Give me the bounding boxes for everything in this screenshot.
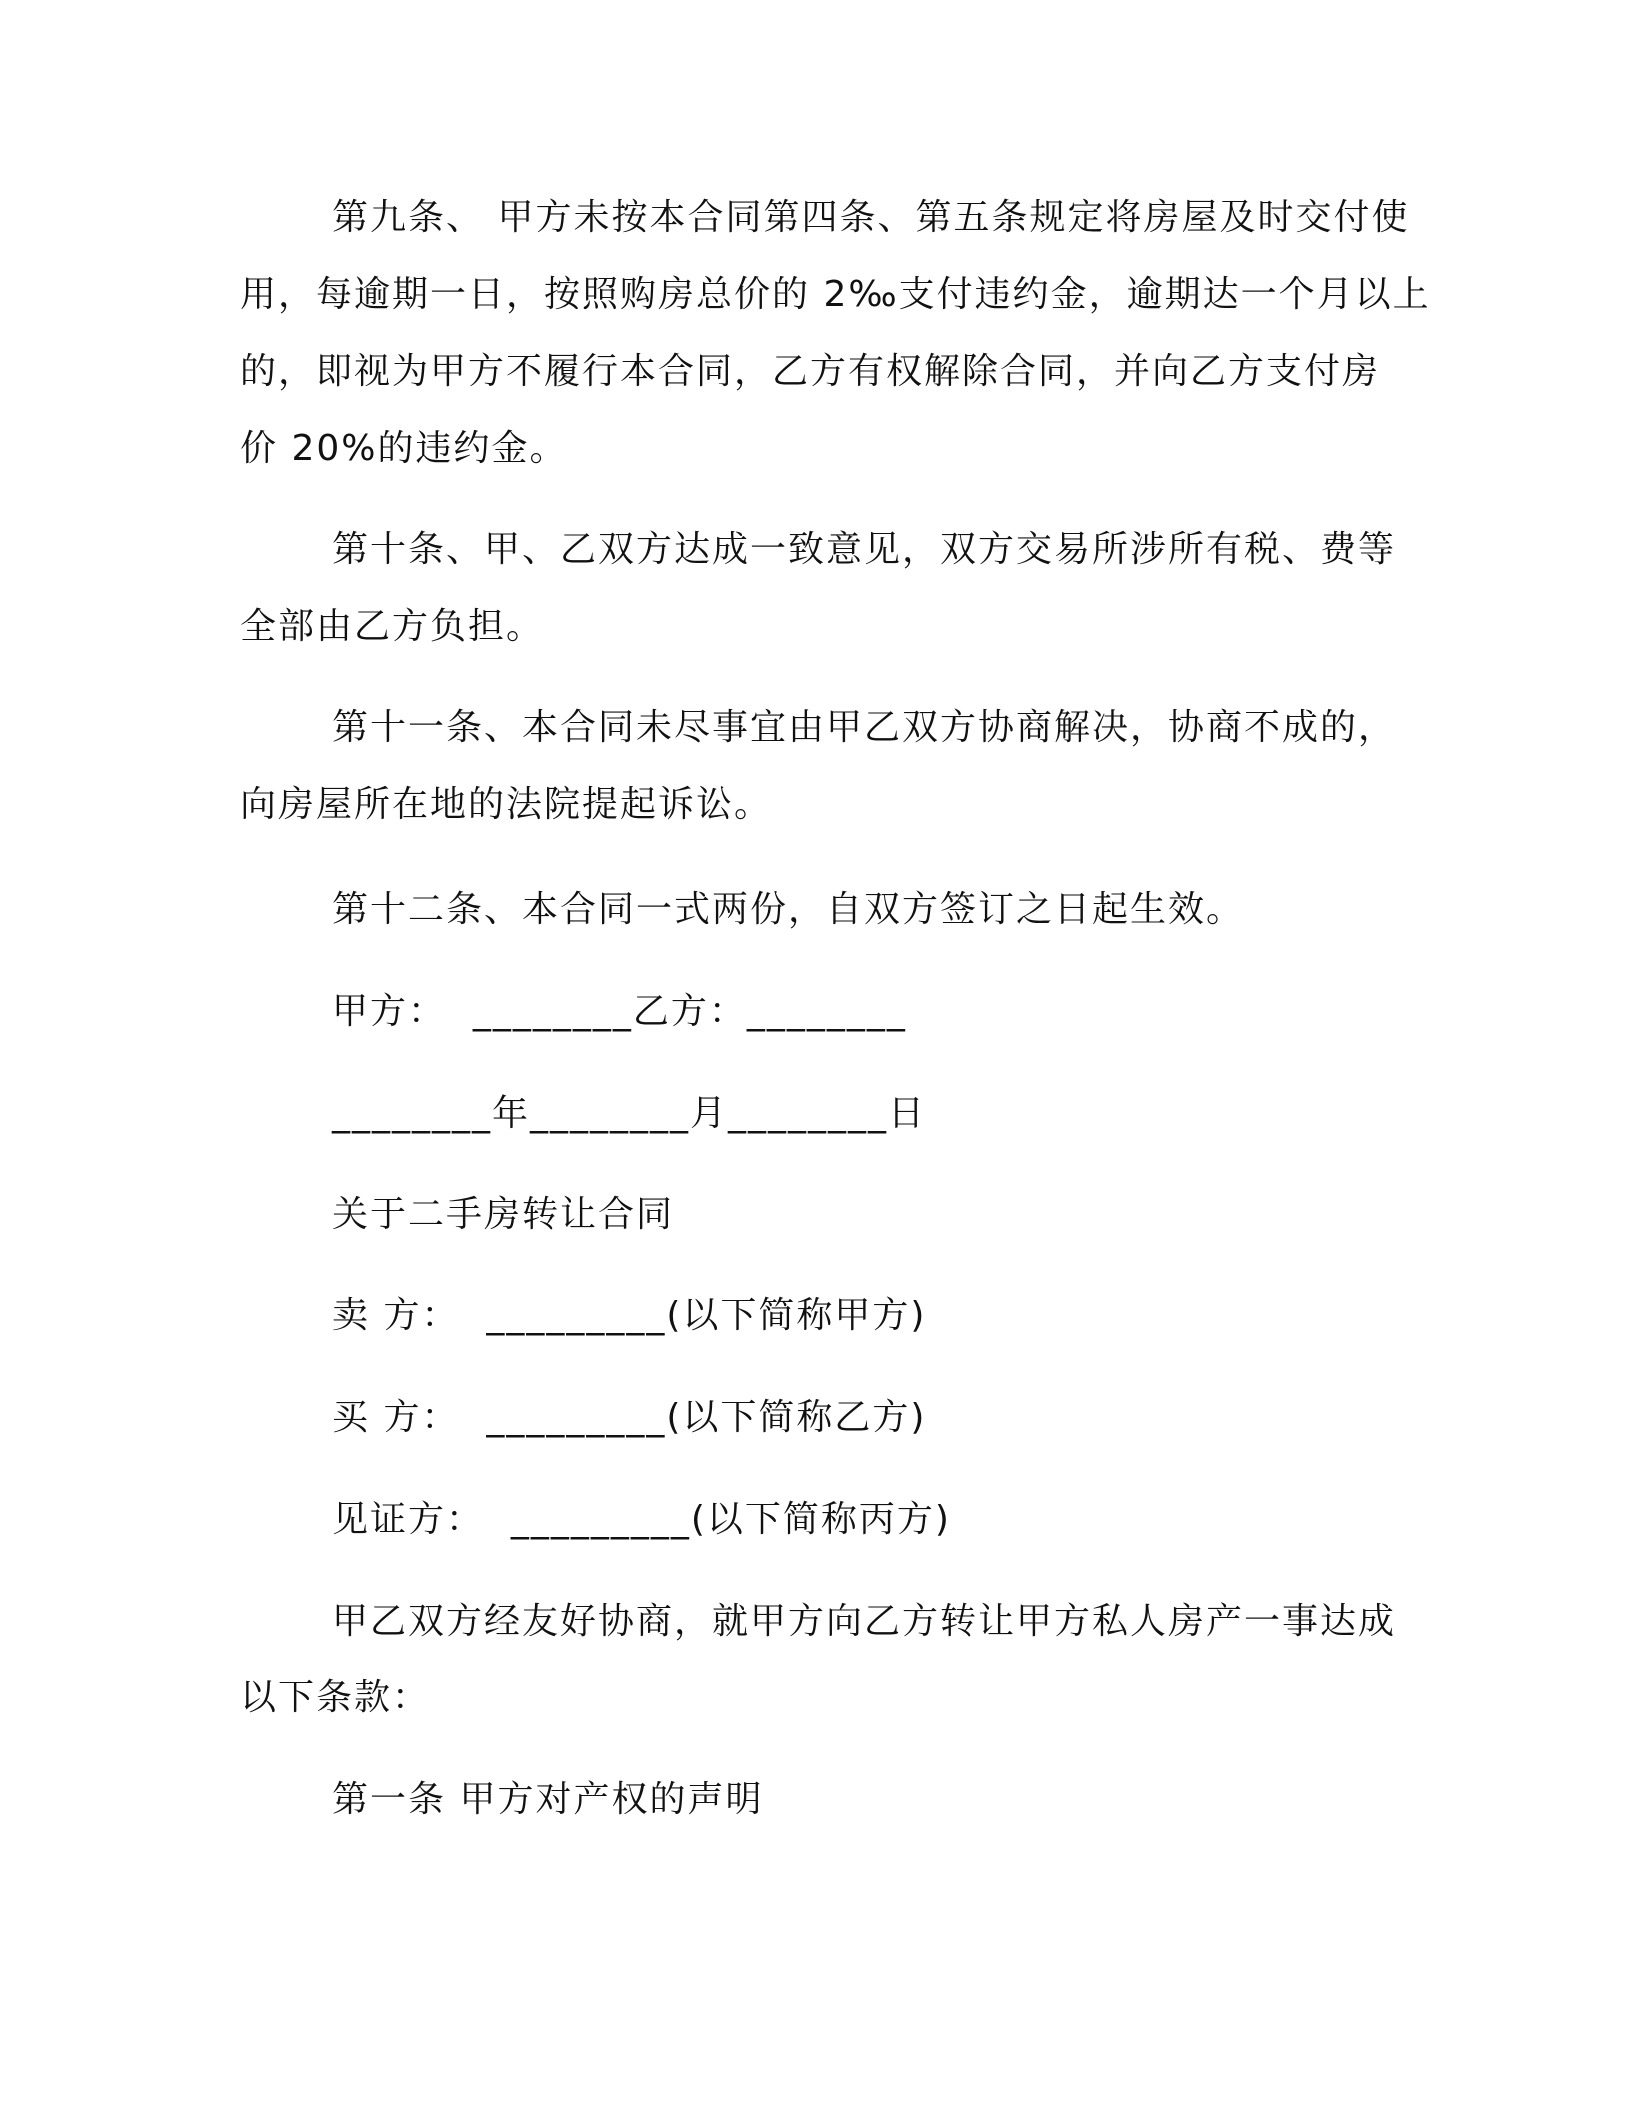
article-9-line-1: 第九条、 甲方未按本合同第四条、第五条规定将房屋及时交付使 xyxy=(332,197,1410,238)
seller-line: 卖 方： _________(以下简称甲方) xyxy=(332,1295,927,1336)
article-1-heading: 第一条 甲方对产权的声明 xyxy=(332,1779,764,1820)
date-line: ________年________月________日 xyxy=(332,1093,926,1134)
article-10-line-2: 全部由乙方负担。 xyxy=(240,606,545,647)
article-12: 第十二条、本合同一式两份，自双方签订之日起生效。 xyxy=(332,889,1245,930)
article-9-line-4: 价 20%的违约金。 xyxy=(240,428,568,469)
article-9-line-2: 用，每逾期一日，按照购房总价的 2‰支付违约金，逾期达一个月以上 xyxy=(240,274,1431,315)
signature-line: 甲方： ________乙方：________ xyxy=(332,991,907,1032)
contract-title: 关于二手房转让合同 xyxy=(332,1194,675,1235)
intro-line-2: 以下条款： xyxy=(240,1677,431,1718)
intro-line-1: 甲乙双方经友好协商，就甲方向乙方转让甲方私人房产一事达成 xyxy=(332,1601,1397,1642)
article-11-line-2: 向房屋所在地的法院提起诉讼。 xyxy=(240,784,773,825)
witness-line: 见证方： _________(以下简称丙方) xyxy=(332,1499,951,1540)
buyer-line: 买 方： _________(以下简称乙方) xyxy=(332,1397,927,1438)
article-11-line-1: 第十一条、本合同未尽事宜由甲乙双方协商解决，协商不成的， xyxy=(332,707,1397,748)
article-10-line-1: 第十条、甲、乙双方达成一致意见，双方交易所涉所有税、费等 xyxy=(332,529,1397,570)
article-9-line-3: 的，即视为甲方不履行本合同，乙方有权解除合同，并向乙方支付房 xyxy=(240,351,1381,392)
